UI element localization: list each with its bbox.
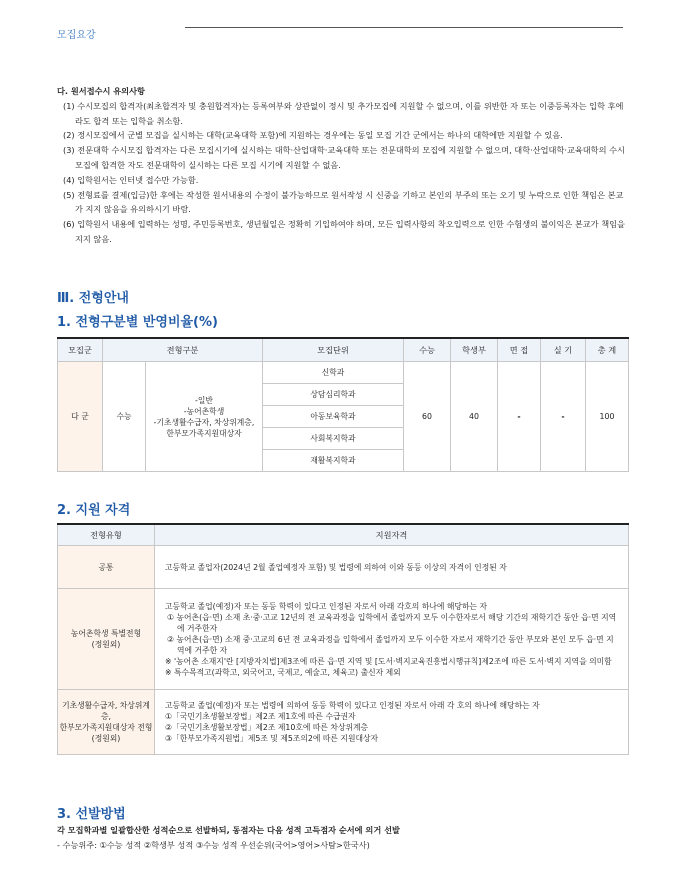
table-row	[58, 589, 629, 690]
category-line: -일반	[195, 395, 213, 405]
col-header: 수능	[404, 338, 451, 362]
criteria-cell	[155, 546, 629, 589]
total-cell: 100	[586, 362, 629, 472]
subsection-eligibility-title: 2. 지원 자격	[57, 503, 131, 518]
table-row	[58, 690, 629, 755]
type-line: 공통	[98, 562, 114, 572]
table-header-row	[58, 524, 629, 546]
type-line: (정원외)	[91, 734, 121, 743]
type-cell	[58, 589, 155, 690]
criteria-cell	[155, 690, 629, 755]
criteria-line: ① 농어촌(읍·면) 소재 초·중·고교 12년의 전 교육과정을 입학에서 졸업까지 모두 이수한자로서 해당 기간의 재학기간 동안 읍·면 지역에 거주한자	[167, 612, 617, 633]
unit-cell: 상담심리학과	[263, 384, 404, 406]
type-line: 농어촌학생 특별전형	[70, 629, 142, 638]
criteria-line: ※ '농어촌 소재지'란 [지방자치법]제3조에 따른 읍·면 지역 및 [도서·벽지교육진흥법시행규칙]제2조에 따른 도서·벽지 지역을 의미함	[165, 656, 612, 666]
criteria-line: ② 농어촌(읍·면) 소재 중·고교의 6년 전 교육과정을 입학에서 졸업까지 모두 이수한 자로서 재학기간 동안 부모와 본인 모두 읍·면 지역에 거주한 자	[167, 634, 614, 655]
criteria-line: 고등학교 졸업자(2024년 2월 졸업예정자 포함) 및 법령에 의하여 이와 동등 이상의 자격이 인정된 자	[165, 562, 507, 572]
table-header-row	[58, 338, 629, 362]
header-divider	[185, 27, 623, 28]
col-header: 모집군	[58, 338, 103, 362]
type-line: 한부모가족지원대상자 전형	[59, 723, 153, 732]
note-item: (6) 입학원서 내용에 입력하는 성명, 주민등록번호, 생년월일은 정확히 기입하여야 하며, 모든 입력사항의 착오입력으로 인한 수험생의 불이익은 본교가 책임을 지지 않음.	[63, 219, 625, 244]
criteria-line: 고등학교 졸업(예정)자 또는 동등 학력이 있다고 인정된 자로서 아래 각호의 하나에 해당하는 자	[165, 601, 488, 611]
interview-cell: -	[498, 362, 541, 472]
header-label: 모집요강	[57, 30, 96, 41]
criteria-cell	[155, 589, 629, 690]
unit-cell: 아동보육학과	[263, 406, 404, 428]
criteria-line: 고등학교 졸업(예정)자 또는 법령에 의하여 동등 학력이 있다고 인정된 자로서 아래 각 호의 하나에 해당하는 자	[165, 701, 540, 710]
subsection-ratio-title: 1. 전형구분별 반영비율(%)	[57, 315, 218, 330]
tiebreak-text: - 수능위주: ①수능 성적 ②학생부 성적 ③수능 성적 우선순위(국어>영어>사탐>한국사)	[57, 840, 370, 850]
practical-cell: -	[541, 362, 586, 472]
category-line: 한부모가족지원대상자	[166, 428, 242, 438]
type-cell	[58, 690, 155, 755]
criteria-line: ※ 특수목적고(과학고, 외국어고, 국제고, 예술고, 체육고) 출신자 제외	[165, 667, 401, 677]
note-item: (4) 입학원서는 인터넷 접수만 가능함.	[63, 174, 199, 185]
selection-text: 각 모집학과별 일괄합산한 성적순으로 선발하되, 동점자는 다음 성적 고득점자 순서에 의거 선발	[57, 825, 400, 835]
category-cell	[146, 362, 263, 472]
category-line: -농어촌학생	[183, 406, 225, 416]
table-row	[58, 362, 629, 384]
criteria-line: ③「한부모가족지원법」제5조 및 제5조의2에 따른 지원대상자	[165, 734, 379, 743]
type-cell	[58, 546, 155, 589]
note-item: (3) 전문대학 수시모집 합격자는 다른 모집시기에 실시하는 대학·산업대학·교육대학 또는 전문대학의 모집에 지원할 수 없으며, 대학·산업대학·교육대학의 수시모집에 합격한 자도 전문대학이 실시하는 다른 모집 시기에 지원할 수 없음.	[63, 145, 625, 170]
criteria-line: ①「국민기초생활보장법」제2조 제1호에 따른 수급권자	[165, 712, 356, 721]
type-cell: 수능	[103, 362, 146, 472]
note-item: (5) 전형료를 결제(입금)한 후에는 작성한 원서내용의 수정이 불가능하므로 원서작성 시 신중을 기하고 본인의 부주의 또는 오기 및 누락으로 인한 책임은 본교가 지지 않음을 유의하시기 바람.	[63, 189, 624, 215]
notes-title: 다. 원서접수시 유의사항	[57, 86, 145, 96]
category-line: -기초생활수급자, 차상위계층,	[153, 417, 255, 427]
record-cell: 40	[451, 362, 498, 472]
unit-cell: 사회복지학과	[263, 428, 404, 450]
application-notes	[57, 84, 629, 247]
col-header: 학생부	[451, 338, 498, 362]
note-item: (1) 수시모집의 합격자(최초합격자 및 충원합격자)는 등록여부와 상관없이 정시 및 추가모집에 지원할 수 없으며, 이를 위반한 자 또는 이중등록자는 입학 후에라도 합격 또는 입학을 취소함.	[63, 100, 624, 126]
col-header: 모집단위	[263, 338, 404, 362]
type-line: (정원외)	[91, 640, 121, 649]
note-item: (2) 정시모집에서 군별 모집을 실시하는 대학(교육대학 포함)에 지원하는 경우에는 동일 모집 기간 군에서는 하나의 대학에만 지원할 수 있음.	[63, 130, 563, 141]
col-header: 총 계	[586, 338, 629, 362]
unit-cell: 재활복지학과	[263, 450, 404, 472]
table-row	[58, 546, 629, 589]
col-header: 실 기	[541, 338, 586, 362]
eligibility-table	[57, 523, 629, 755]
subsection-selection-title: 3. 선발방법	[57, 807, 126, 822]
ratio-table	[57, 337, 629, 472]
suneung-cell: 60	[404, 362, 451, 472]
group-cell: 다 군	[58, 362, 103, 472]
col-header: 지원자격	[155, 524, 629, 546]
col-header: 전형유형	[58, 524, 155, 546]
section-title: Ⅲ. 전형안내	[57, 291, 129, 306]
unit-cell: 신학과	[263, 362, 404, 384]
criteria-line: ②「국민기초생활보장법」제2조 제10호에 따른 차상위계층	[165, 723, 369, 732]
type-line: 기초생활수급자, 차상위계층,	[62, 701, 150, 721]
col-header: 면 접	[498, 338, 541, 362]
col-header: 전형구분	[103, 338, 263, 362]
